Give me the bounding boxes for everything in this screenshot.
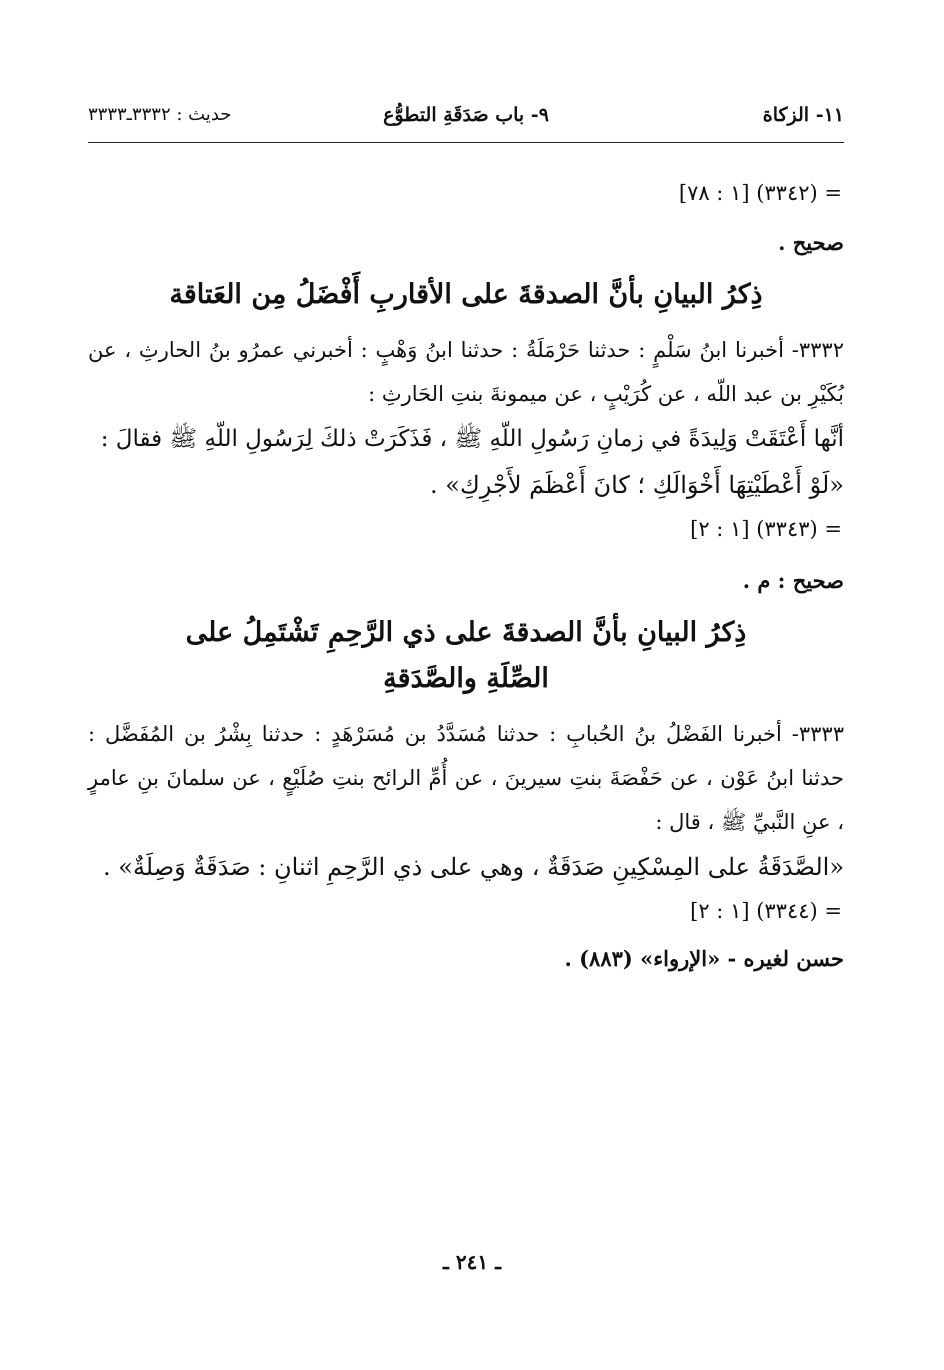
header-divider: [88, 142, 844, 143]
chapter-title: ١١- الزكاة: [762, 104, 844, 126]
grading-line: صحيح .: [778, 230, 844, 255]
section-title: ٩- باب صَدَقَةِ التطوُّع: [383, 104, 549, 126]
reference-line: = (٣٣٤٢) [١ : ٧٨]: [678, 181, 842, 205]
chapter-heading-continued: الصِّلَةِ والصَّدَقةِ: [383, 663, 549, 694]
page-body: [88, 178, 844, 974]
running-header: [88, 104, 844, 140]
grading-line: حسن لغيره - «الإرواء» (٨٨٣) .: [564, 946, 844, 971]
hadith-isnad: ٣٣٣٣- أخبرنا الفَضْلُ بنُ الحُبابِ : حدثنا مُسَدَّدُ بن مُسَرْهَدٍ : حدثنا بِشْرُ بن المُفَضَّل : حدثنا ابنُ عَوْن ، عن حَفْصَةَ بنتِ سيرينَ ، عن أُمِّ الرائح بنتِ صُلَيْعٍ ، عن سلمانَ بنِ عامرٍ ، عنِ النَّبيِّ ﷺ ، قال :: [88, 722, 844, 834]
hadith-text: «الصَّدَقَةُ على المِسْكِينِ صَدَقَةٌ ، وهي على ذي الرَّحِمِ اثنانِ : صَدَقَةٌ وَصِلَةٌ» .: [103, 853, 844, 881]
reference-line: = (٣٣٤٤) [١ : ٢]: [690, 899, 842, 923]
hadith-narrative: أنَّها أَعْتَقَتْ وَلِيدَةً في زمانِ رَسُولِ اللّهِ ﷺ ، فَذَكَرَتْ ذلكَ لِرَسُولِ اللّهِ ﷺ فقالَ :: [100, 426, 844, 452]
chapter-heading: ذِكرُ البيانِ بأنَّ الصدقةَ على ذي الرَّحِمِ تَشْتَمِلُ على: [185, 617, 747, 648]
grading-line: صحيح : م .: [742, 568, 844, 593]
hadith-text: «لَوْ أَعْطَيْتِهَا أَخْوَالَكِ ؛ كانَ أَعْظَمَ لأَجْرِكِ» .: [430, 471, 844, 499]
chapter-heading: ذِكرُ البيانِ بأنَّ الصدقةَ على الأقاربِ أَفْضَلُ مِن العَتاقة: [169, 279, 763, 310]
reference-line: = (٣٣٤٣) [١ : ٢]: [690, 517, 842, 541]
hadith-isnad: ٣٣٣٢- أخبرنا ابنُ سَلْمٍ : حدثنا حَرْمَلَةُ : حدثنا ابنُ وَهْبٍ : أخبرني عمرُو بنُ الحارثِ ، عن بُكَيْرِ بن عبد اللّه ، عن كُرَيْبٍ ، عن ميمونةَ بنتِ الحَارثِ :: [88, 338, 844, 406]
page-number: ـ ٢٤١ ـ: [443, 1250, 501, 1274]
hadith-range: حديث : ٣٣٣٢ـ٣٣٣٣: [88, 104, 232, 125]
